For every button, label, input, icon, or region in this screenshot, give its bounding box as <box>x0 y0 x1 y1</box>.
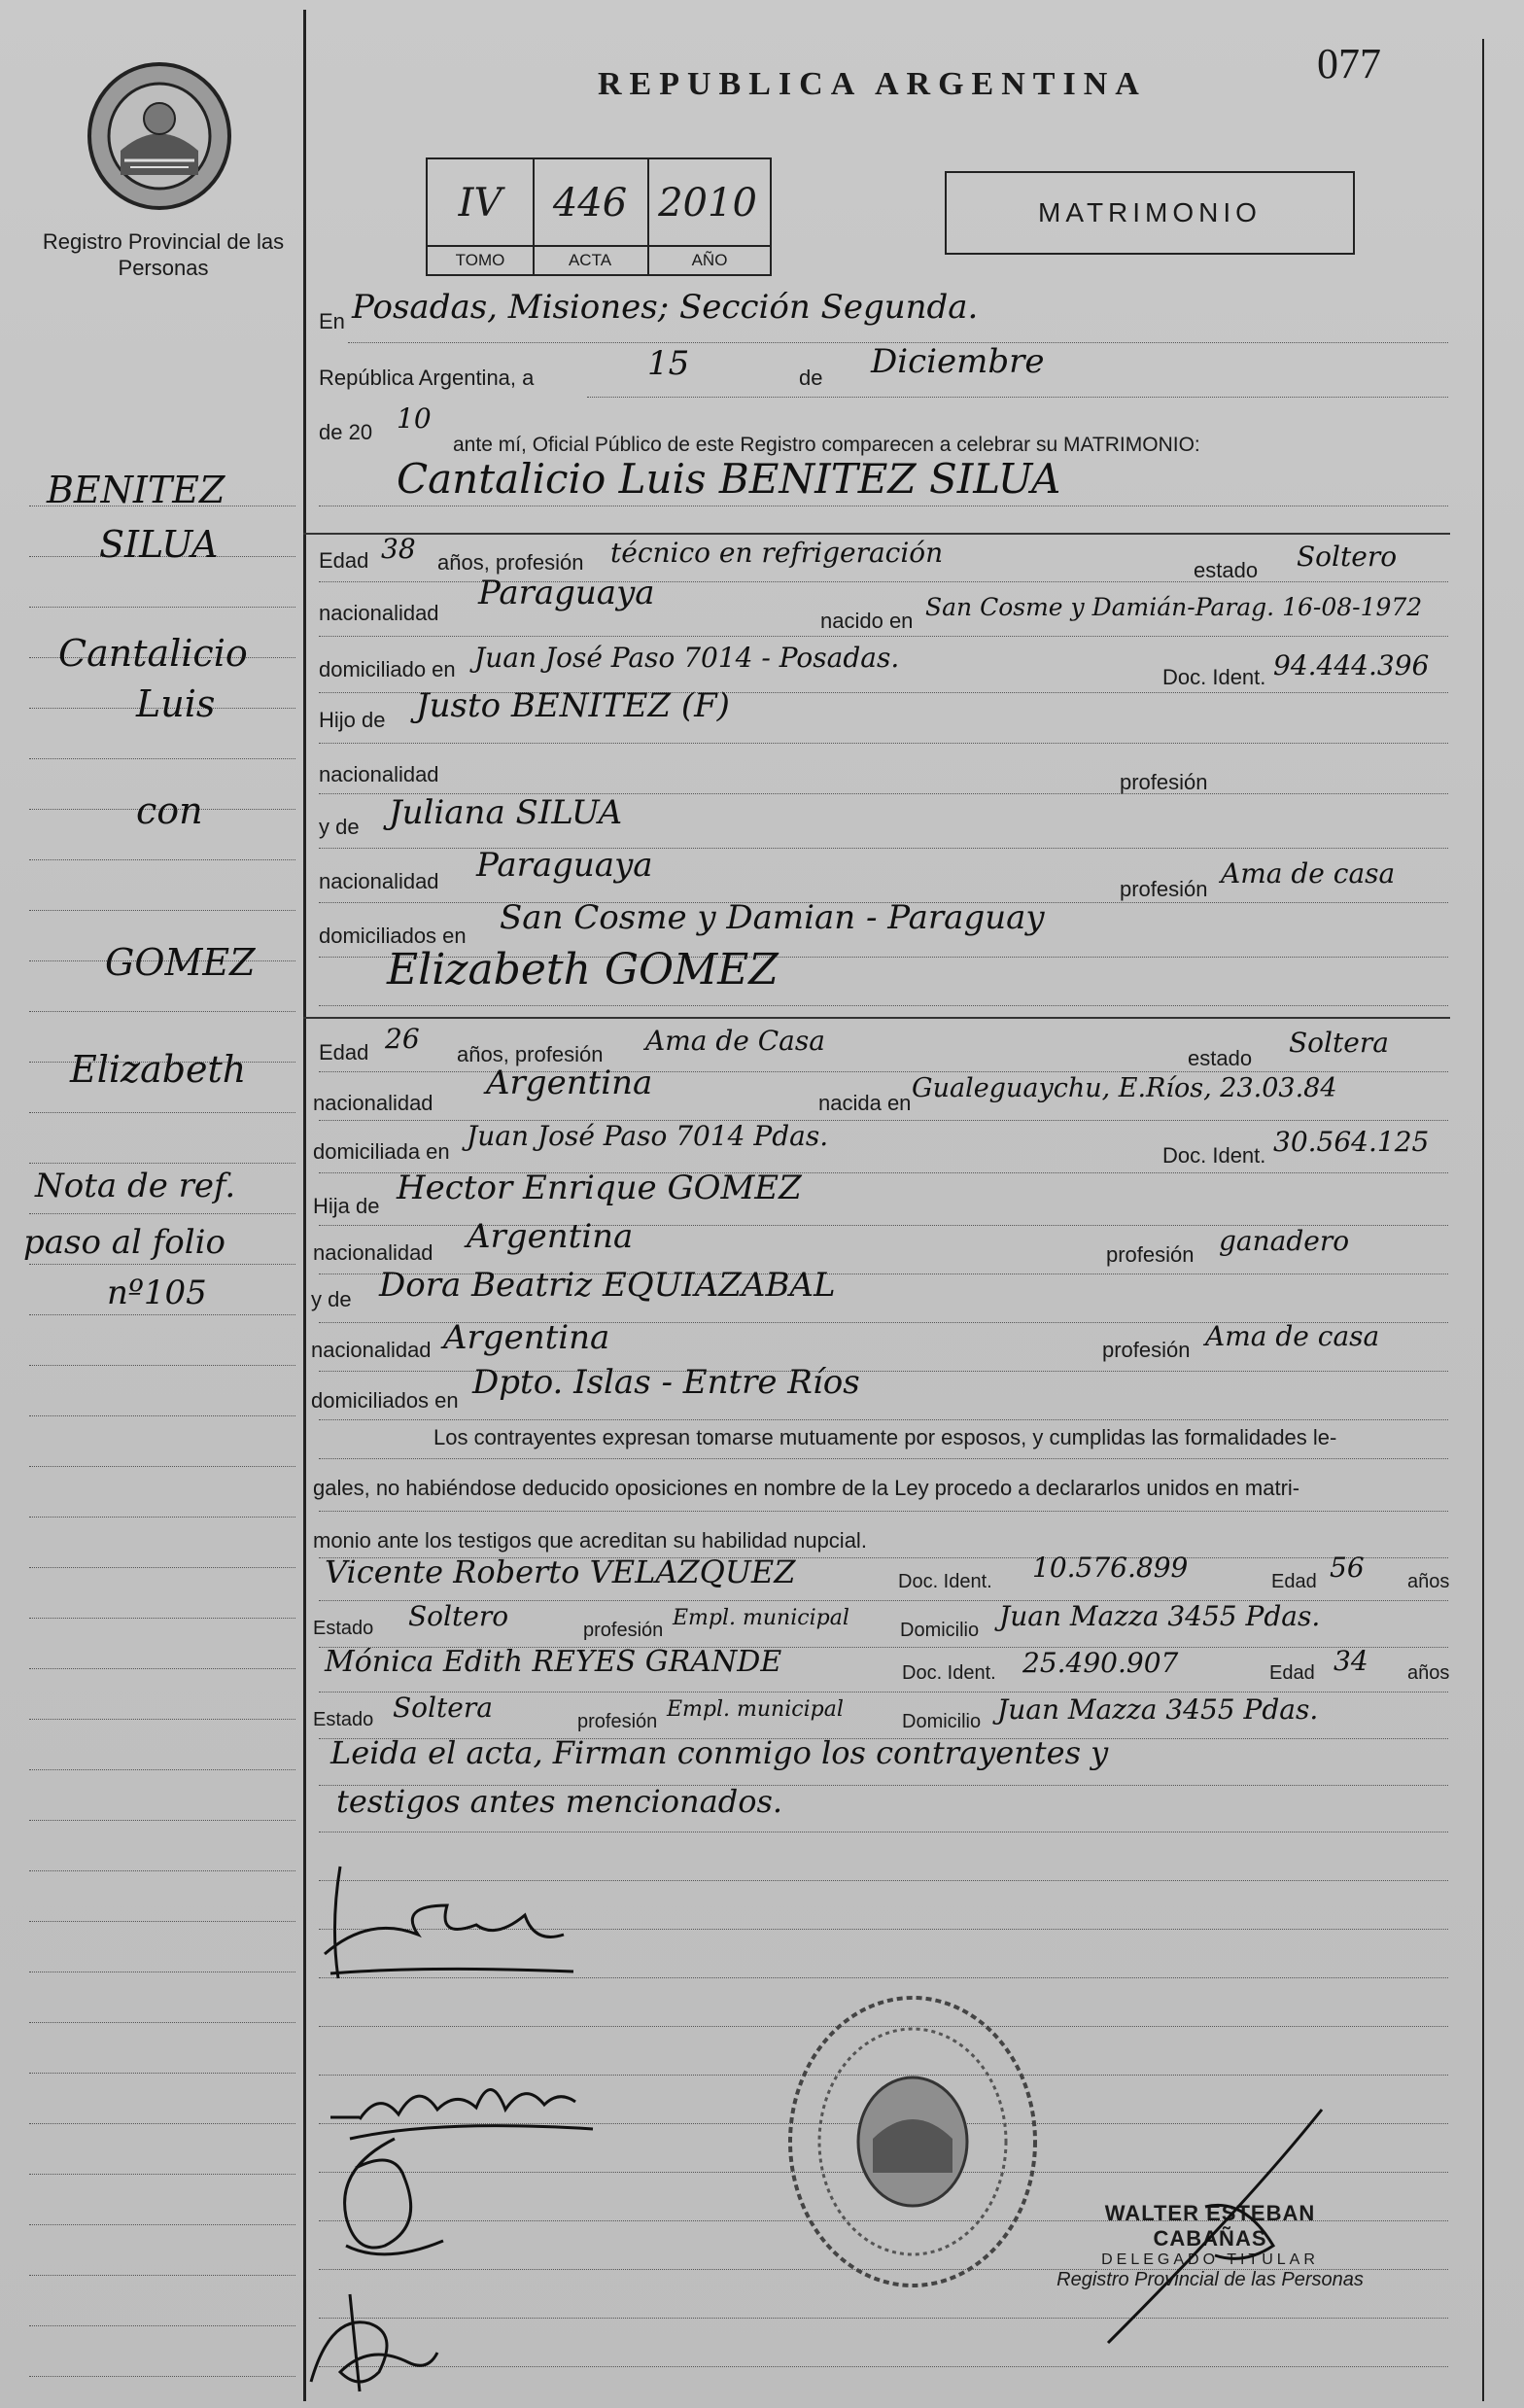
groom-mother-nationality: Paraguaya <box>476 846 653 885</box>
label-w2-anos: años <box>1407 1662 1450 1684</box>
label-w1-anos: años <box>1407 1571 1450 1592</box>
label-bride-anos-prof: años, profesión <box>457 1042 604 1066</box>
groom-parents-address: San Cosme y Damian - Paraguay <box>500 898 1045 937</box>
label-groom-estado: estado <box>1194 558 1259 582</box>
tomo-label: TOMO <box>428 245 535 274</box>
acta-value: 446 <box>552 181 628 226</box>
label-bride-nac: nacionalidad <box>313 1091 433 1115</box>
groom-mother: Juliana SILUA <box>389 793 623 832</box>
witness-2-address: Juan Mazza 3455 Pdas. <box>997 1693 1319 1726</box>
groom-doc: 94.444.396 <box>1273 649 1430 681</box>
groom-address: Juan José Paso 7014 - Posadas. <box>474 642 900 674</box>
margin-surname-2: SILUA <box>99 523 219 566</box>
label-bride-edad: Edad <box>319 1040 369 1064</box>
witness-1-age: 56 <box>1330 1552 1365 1584</box>
bride-father-nationality: Argentina <box>467 1217 634 1256</box>
bride-father-profession: ganadero <box>1219 1225 1350 1257</box>
margin-ruled-line <box>29 2123 295 2124</box>
margin-note-line-1: Nota de ref. <box>35 1167 236 1205</box>
label-groom-father-nac: nacionalidad <box>319 762 439 786</box>
official-name: WALTER ESTEBAN CABAÑAS <box>1104 2201 1316 2251</box>
label-groom-edad: Edad <box>319 548 369 573</box>
bride-age: 26 <box>385 1023 420 1055</box>
official-registry: Registro Provincial de las Personas <box>1056 2269 1364 2290</box>
margin-given-2: Luis <box>136 682 216 725</box>
margin-rule <box>303 10 306 2401</box>
folio-number: 077 <box>1317 40 1381 87</box>
bride-mother: Dora Beatriz EQUIAZABAL <box>379 1266 836 1305</box>
margin-ruled-line <box>29 1415 295 1416</box>
label-w1-dom: Domicilio <box>900 1620 980 1641</box>
label-bride-doc: Doc. Ident. <box>1162 1143 1266 1168</box>
label-year-prefix: de 20 <box>319 420 373 444</box>
margin-note-line-2: paso al folio <box>23 1223 225 1262</box>
margin-ruled-line <box>29 1011 295 1012</box>
label-bride-mother-nac: nacionalidad <box>311 1338 432 1362</box>
label-hija: Hija de <box>313 1194 380 1218</box>
statement-line-1: Los contrayentes expresan tomarse mutuamente por esposos, y cumplidas las formalidades le- <box>433 1425 1337 1449</box>
margin-ruled-line <box>29 1769 295 1770</box>
acta-label: ACTA <box>533 245 649 274</box>
label-bride-nacida: nacida en <box>818 1091 912 1115</box>
margin-given-3: Elizabeth <box>70 1048 247 1091</box>
label-groom-father-prof: profesión <box>1120 770 1208 794</box>
label-groom-doc: Doc. Ident. <box>1162 665 1266 689</box>
record-type-box: MATRIMONIO <box>945 171 1355 255</box>
record-reference-box <box>426 157 772 276</box>
label-groom-nac: nacionalidad <box>319 601 439 625</box>
groom-father: Justo BENITEZ (F) <box>416 686 730 725</box>
margin-ruled-line <box>29 1668 295 1669</box>
registry-seal-stamp <box>785 1993 1040 2290</box>
label-groom-dom: domiciliado en <box>319 657 456 681</box>
bride-status: Soltera <box>1289 1027 1389 1059</box>
margin-ruled-line <box>29 2325 295 2326</box>
groom-signature <box>311 1847 603 1993</box>
label-w2-edad: Edad <box>1269 1662 1315 1684</box>
tomo-value: IV <box>458 181 502 226</box>
witness-1-profession: Empl. municipal <box>673 1606 849 1630</box>
label-w2-estado: Estado <box>313 1709 374 1730</box>
closing-line-1: Leida el acta, Firman conmigo los contrayentes y <box>330 1734 1109 1771</box>
bride-parents-address: Dpto. Islas - Entre Ríos <box>472 1363 860 1402</box>
anio-value: 2010 <box>658 181 757 226</box>
bride-address: Juan José Paso 7014 Pdas. <box>467 1120 829 1152</box>
bride-name: Elizabeth GOMEZ <box>387 945 779 995</box>
label-bride-mother-prof: profesión <box>1102 1338 1191 1362</box>
witness-2-signature <box>292 2265 447 2401</box>
label-bride-father-prof: profesión <box>1106 1242 1195 1267</box>
margin-surname-3: GOMEZ <box>105 941 256 984</box>
bride-father: Hector Enrique GOMEZ <box>397 1169 802 1207</box>
margin-given-1: Cantalicio <box>58 632 248 675</box>
witness-1-name: Vicente Roberto VELAZQUEZ <box>325 1553 796 1590</box>
label-groom-mother-nac: nacionalidad <box>319 869 439 893</box>
groom-age: 38 <box>381 533 416 565</box>
label-w1-edad: Edad <box>1271 1571 1317 1592</box>
label-de-month: de <box>799 366 823 390</box>
registry-name: Registro Provincial de las Personas <box>42 229 285 280</box>
margin-ruled-line <box>29 2376 295 2377</box>
groom-name: Cantalicio Luis BENITEZ SILUA <box>397 455 1061 503</box>
margin-ruled-line <box>29 1163 295 1164</box>
witness-1-doc: 10.576.899 <box>1032 1552 1189 1584</box>
margin-ruled-line <box>29 1719 295 1720</box>
label-groom-mother-prof: profesión <box>1120 877 1208 901</box>
margin-joiner: con <box>136 789 203 832</box>
label-hijo: Hijo de <box>319 708 386 732</box>
margin-ruled-line <box>29 2174 295 2175</box>
label-w2-dom: Domicilio <box>902 1711 982 1732</box>
label-ante: ante mí, Oficial Público de este Registro comparecen a celebrar su MATRIMONIO: <box>453 434 1200 456</box>
label-w2-doc: Doc. Ident. <box>902 1662 996 1684</box>
witness-2-doc: 25.490.907 <box>1022 1647 1179 1679</box>
margin-ruled-line <box>29 2275 295 2276</box>
witness-1-status: Soltero <box>408 1600 509 1632</box>
label-groom-y-de: y de <box>319 815 360 839</box>
label-bride-y-de: y de <box>311 1287 352 1311</box>
groom-nationality: Paraguaya <box>478 574 655 612</box>
margin-ruled-line <box>29 2073 295 2074</box>
margin-ruled-line <box>29 1466 295 1467</box>
label-w1-doc: Doc. Ident. <box>898 1571 992 1592</box>
margin-ruled-line <box>29 1314 295 1315</box>
witness-2-name: Mónica Edith REYES GRANDE <box>325 1645 782 1679</box>
margin-ruled-line <box>29 1870 295 1871</box>
label-bride-father-nac: nacionalidad <box>313 1240 433 1265</box>
bride-mother-profession: Ama de casa <box>1205 1320 1380 1352</box>
bride-profession: Ama de Casa <box>645 1025 825 1057</box>
label-w1-prof: profesión <box>583 1620 664 1641</box>
misiones-crest-logo <box>82 58 237 214</box>
groom-mother-profession: Ama de casa <box>1221 857 1396 890</box>
label-bride-parents-dom: domiciliados en <box>311 1388 459 1413</box>
right-border-rule <box>1482 39 1484 2401</box>
groom-profession: técnico en refrigeración <box>610 537 944 569</box>
margin-ruled-line <box>29 607 295 608</box>
margin-ruled-line <box>29 1112 295 1113</box>
year-suffix-value: 10 <box>397 402 432 435</box>
margin-ruled-line <box>29 1820 295 1821</box>
label-w1-estado: Estado <box>313 1618 374 1639</box>
label-bride-dom: domiciliada en <box>313 1139 450 1164</box>
witness-2-age: 34 <box>1334 1645 1368 1677</box>
label-bride-estado: estado <box>1188 1046 1253 1070</box>
margin-ruled-line <box>29 1517 295 1518</box>
margin-ruled-line <box>29 1264 295 1265</box>
bride-doc: 30.564.125 <box>1273 1126 1430 1158</box>
margin-surname-1: BENITEZ <box>47 469 225 511</box>
margin-ruled-line <box>29 1567 295 1568</box>
day-value: 15 <box>647 344 690 383</box>
month-value: Diciembre <box>871 342 1045 381</box>
margin-ruled-line <box>29 1365 295 1366</box>
label-groom-nacido: nacido en <box>820 609 914 633</box>
margin-ruled-line <box>29 1213 295 1214</box>
groom-status: Soltero <box>1297 541 1398 573</box>
margin-ruled-line <box>29 2022 295 2023</box>
label-w2-prof: profesión <box>577 1711 658 1732</box>
margin-ruled-line <box>29 1921 295 1922</box>
official-signature <box>1098 2100 1332 2353</box>
anio-label: AÑO <box>649 245 770 274</box>
witness-1-address: Juan Mazza 3455 Pdas. <box>999 1600 1321 1632</box>
label-republica: República Argentina, a <box>319 366 535 390</box>
statement-line-2: gales, no habiéndose deducido oposiciones en nombre de la Ley procedo a declararlos unidos en matri- <box>313 1476 1300 1500</box>
witness-1-signature <box>317 2129 472 2275</box>
margin-ruled-line <box>29 910 295 911</box>
label-en: En <box>319 309 345 333</box>
groom-birthplace: San Cosme y Damián-Parag. 16-08-1972 <box>925 593 1423 621</box>
place-value: Posadas, Misiones; Sección Segunda. <box>352 288 979 327</box>
bride-mother-nationality: Argentina <box>443 1318 610 1357</box>
bride-birthplace: Gualeguaychu, E.Ríos, 23.03.84 <box>912 1073 1337 1103</box>
margin-ruled-line <box>29 2224 295 2225</box>
official-title: DELEGADO TITULAR <box>1101 2251 1319 2268</box>
margin-note-line-3: nº105 <box>107 1274 207 1312</box>
margin-ruled-line <box>29 758 295 759</box>
label-groom-parents-dom: domiciliados en <box>319 924 467 948</box>
label-groom-anos-prof: años, profesión <box>437 550 584 575</box>
witness-2-status: Soltera <box>393 1692 493 1724</box>
statement-line-3: monio ante los testigos que acreditan su habilidad nupcial. <box>313 1528 867 1553</box>
bride-nationality: Argentina <box>486 1064 653 1102</box>
closing-line-2: testigos antes mencionados. <box>336 1783 783 1820</box>
body-ruled-line <box>319 2366 1448 2367</box>
margin-ruled-line <box>29 1618 295 1619</box>
country-heading: REPUBLICA ARGENTINA <box>598 66 1147 102</box>
margin-ruled-line <box>29 859 295 860</box>
witness-2-profession: Empl. municipal <box>667 1697 844 1722</box>
